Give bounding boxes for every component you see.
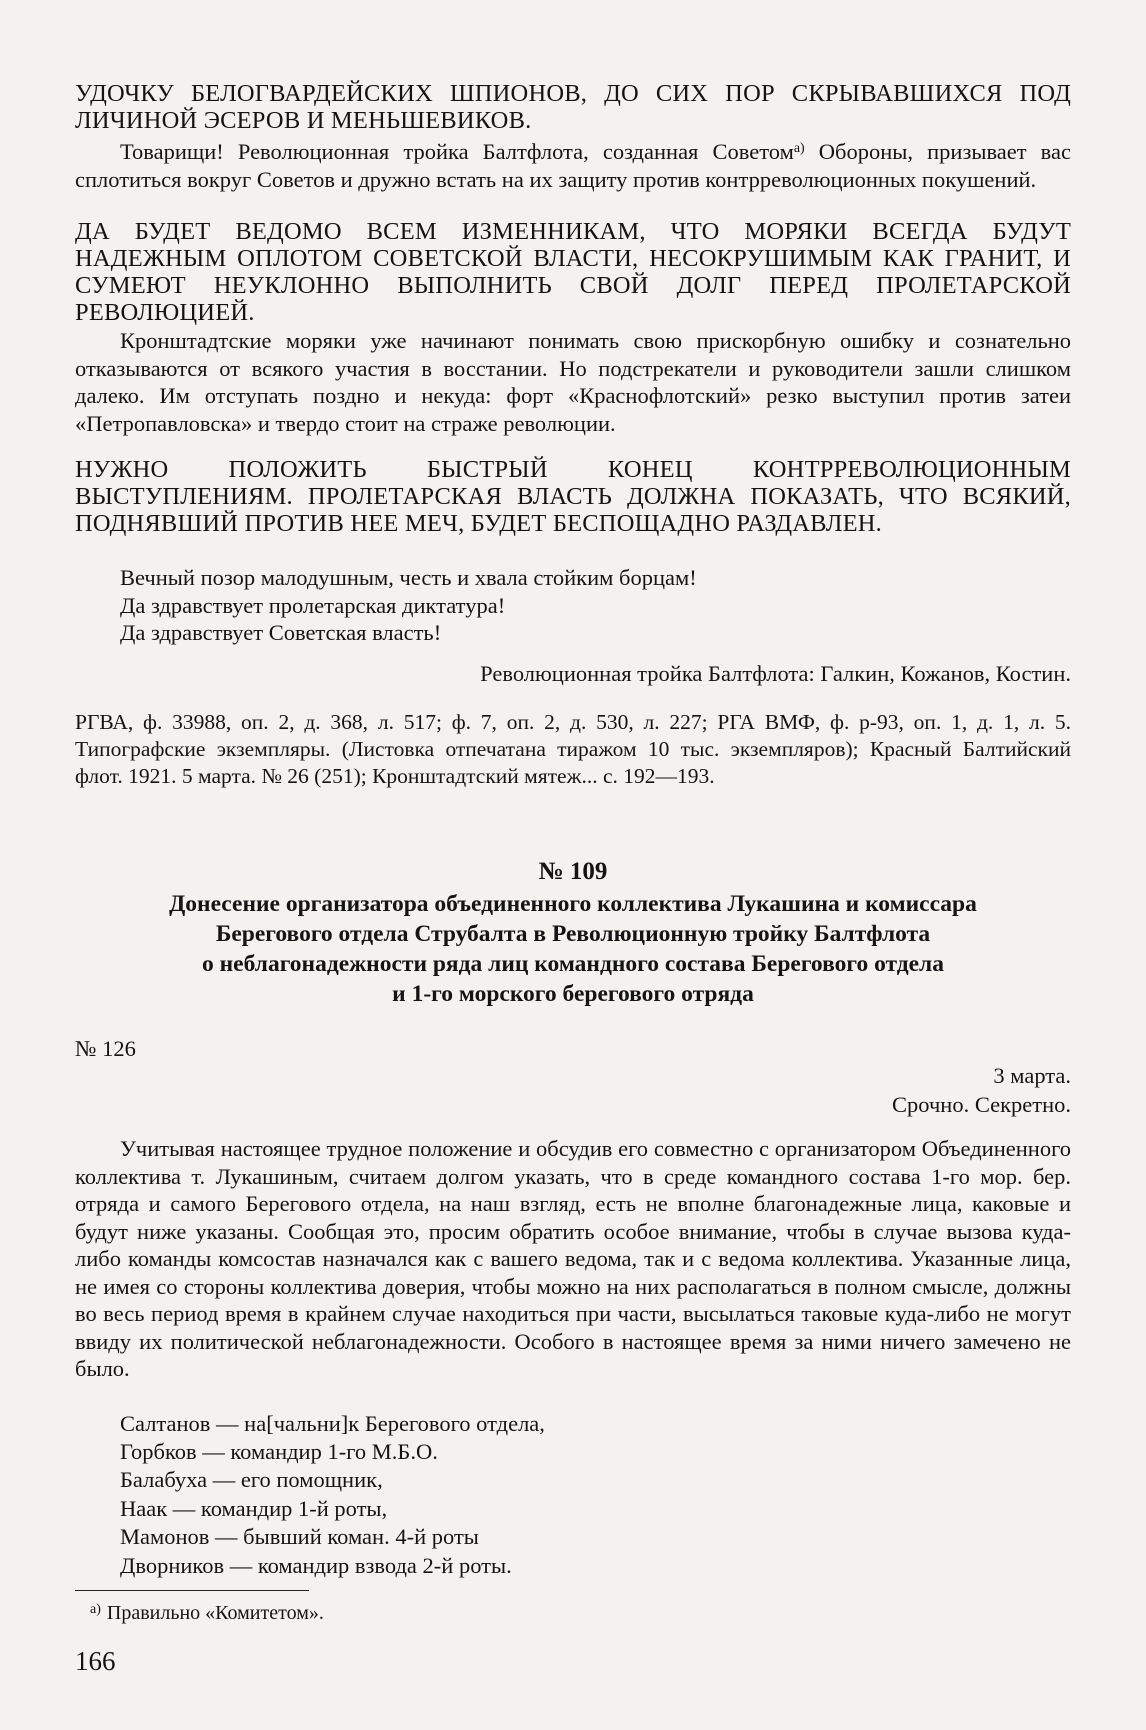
document-body: Учитывая настоящее трудное положение и обсудив его совместно с организатором Объединенного коллектива т. Лукашиным, считаем долгом указать, что в среде командного состава 1-го мор. бер. отряда и самого Берегового отдела, на наш взгляд, есть не вполне благонадежные лица, каковые и будут ниже указаны. Сообщая это, просим обратить особое внимание, чтобы в случае вызова куда-либо команды комсостав назначался как с вашего ведома, так и с ведома коллектива. Указанные лица, не имея со стороны коллектива доверия, чтобы можно на них располагаться в полном смысле, должны во весь период время в крайнем случае находиться при части, высылаться таковые куда-либо не могут ввиду их политической неблагонадежности. Особого в настоящее время за ними ничего замечено не было. (75, 1136, 1071, 1381)
document-title-line: Берегового отдела Струбалта в Революционную тройку Балтфлота (215, 921, 931, 947)
paragraph-kronstadt: Кронштадтские моряки уже начинают понимать свою прискорбную ошибку и сознательно отказываются от всякого участия в восстании. Но подстрекатели и руководители зашли слишком далеко. Им отступать поздно и некуда: форт «Краснофлотский» резко выступил против затеи «Петропавловска» и твердо стоит на страже революции. (75, 328, 1071, 436)
person-list-item: Дворников — командир взвода 2-й роты. (120, 1553, 512, 1578)
caps-paragraph-1: УДОЧКУ БЕЛОГВАРДЕЙСКИХ ШПИОНОВ, ДО СИХ ПОР СКРЫВАВШИХСЯ ПОД ЛИЧИНОЙ ЭСЕРОВ И МЕНЬШЕВИКОВ. (75, 80, 1071, 134)
page-number: 166 (75, 1646, 116, 1676)
person-list-item: Салтанов — на[чальни]к Берегового отдела, (120, 1411, 545, 1436)
slogan-2: Да здравствует пролетарская диктатура! (120, 593, 506, 618)
archive-source: РГВА, ф. 33988, оп. 2, д. 368, л. 517; ф. 7, оп. 2, д. 530, л. 227; РГА ВМФ, ф. р-93, оп. 1, д. 1, л. 5. Типографские экземпляры. (Листовка отпечатана тиражом 10 тыс. экземпляров); Красный Балтийский флот. 1921. 5 марта. № 26 (251); Кронштадтский мятеж... с. 192—193. (75, 710, 1071, 788)
document-title (90, 889, 1056, 1009)
document-title-line: о неблагонадежности ряда лиц командного состава Берегового отдела (202, 951, 944, 977)
caps-paragraph-2: ДА БУДЕТ ВЕДОМО ВСЕМ ИЗМЕННИКАМ, ЧТО МОРЯКИ ВСЕГДА БУДУТ НАДЕЖНЫМ ОПЛОТОМ СОВЕТСКОЙ ВЛАСТИ, НЕСОКРУШИМЫМ КАК ГРАНИТ, И СУМЕЮТ НЕУКЛОННО ВЫПОЛНИТЬ СВОЙ ДОЛГ ПЕРЕД ПРОЛЕТАРСКОЙ РЕВОЛЮЦИЕЙ. (75, 218, 1071, 326)
signature: Революционная тройка Балтфлота: Галкин, Кожанов, Костин. (480, 661, 1071, 686)
person-list-item: Мамонов — бывший коман. 4-й роты (120, 1524, 479, 1549)
registration-number: № 126 (75, 1036, 136, 1061)
slogan-3: Да здравствует Советская власть! (120, 620, 442, 645)
paragraph-comrades: Товарищи! Революционная тройка Балтфлота, созданная Советом$^{а)}$ Обороны, призывает вас сплотиться вокруг Советов и дружно встать на их защиту против контрреволюционных покушений. (75, 139, 1071, 192)
document-date: 3 марта. (993, 1063, 1071, 1088)
document-title-line: и 1-го морского берегового отряда (392, 981, 754, 1007)
person-list-item: Балабуха — его помощник, (120, 1467, 383, 1492)
document-title-line: Донесение организатора объединенного коллектива Лукашина и комиссара (169, 891, 977, 917)
document-number: № 109 (538, 858, 608, 885)
person-list-item: Горбков — командир 1-го М.Б.О. (120, 1439, 438, 1464)
document-classification: Срочно. Секретно. (892, 1092, 1071, 1117)
footnote (90, 1602, 324, 1625)
person-list-item: Наак — командир 1-й роты, (120, 1496, 388, 1521)
footnote-text: Правильно «Комитетом». (106, 1602, 324, 1624)
footnote-ref: а) (793, 141, 805, 156)
footnote-mark: а) (90, 1602, 101, 1617)
slogan-1: Вечный позор малодушным, честь и хвала стойким борцам! (120, 565, 697, 590)
footnote-divider (75, 1590, 309, 1591)
caps-paragraph-3: НУЖНО ПОЛОЖИТЬ БЫСТРЫЙ КОНЕЦ КОНТРРЕВОЛЮЦИОННЫМ ВЫСТУПЛЕНИЯМ. ПРОЛЕТАРСКАЯ ВЛАСТЬ ДОЛЖНА ПОКАЗАТЬ, ЧТО ВСЯКИЙ, ПОДНЯВШИЙ ПРОТИВ НЕЕ МЕЧ, БУДЕТ БЕСПОЩАДНО РАЗДАВЛЕН. (75, 456, 1071, 537)
